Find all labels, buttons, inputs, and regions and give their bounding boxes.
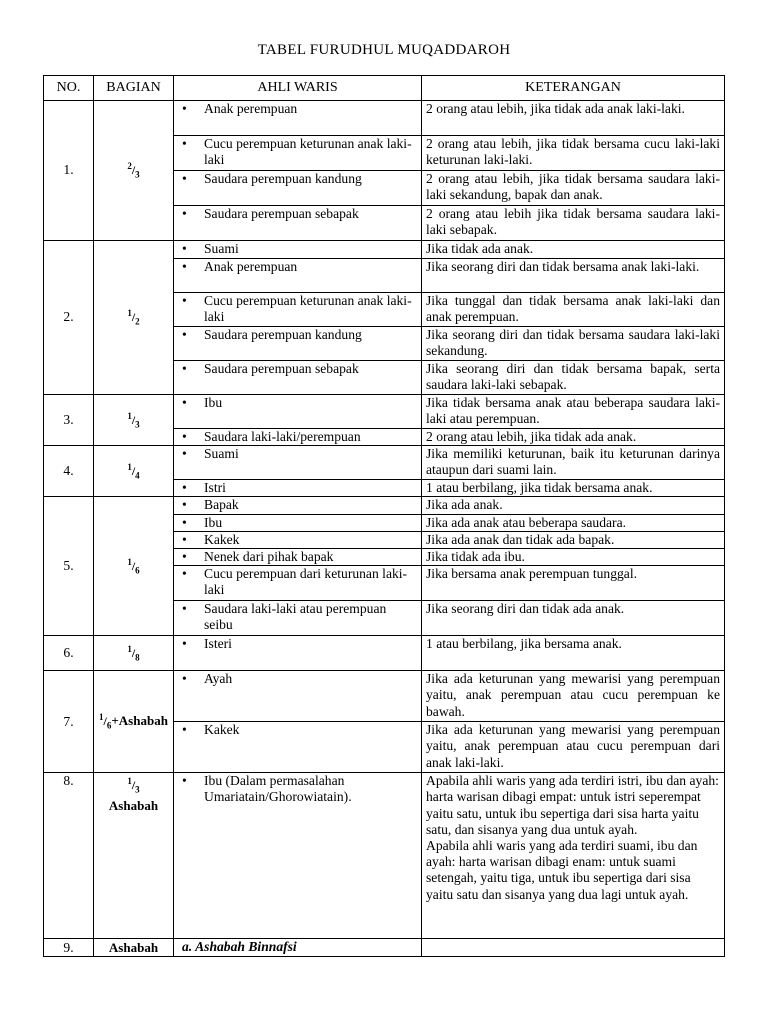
- ahli-waris-cell: [174, 136, 422, 171]
- bullet-icon: •: [182, 722, 187, 738]
- keterangan-cell: [422, 773, 725, 939]
- row-number: 9.: [44, 939, 94, 957]
- keterangan-text: 2 orang atau lebih, jika tidak ada anak laki-laki.: [426, 101, 685, 116]
- keterangan-text: Jika ada anak dan tidak ada bapak.: [426, 531, 615, 547]
- table-row: [44, 241, 725, 259]
- ahli-waris-text: Saudara perempuan kandung: [204, 171, 362, 186]
- keterangan-cell: [422, 241, 725, 259]
- ahli-waris-text: Saudara perempuan sebapak: [204, 361, 359, 376]
- ahli-waris-text: Isteri: [204, 636, 232, 652]
- keterangan-cell: [422, 636, 725, 671]
- keterangan-cell: [422, 671, 725, 722]
- ahli-waris-cell: [174, 549, 422, 566]
- row-number: 7.: [44, 671, 94, 773]
- ahli-waris-text: Nenek dari pihak bapak: [204, 549, 334, 565]
- ahli-waris-text: Suami: [204, 241, 239, 256]
- bullet-icon: •: [182, 497, 187, 513]
- keterangan-text: 1 atau berbilang, jika tidak bersama anak.: [426, 480, 653, 496]
- ahli-waris-cell: [174, 429, 422, 446]
- keterangan-cell: [422, 446, 725, 480]
- ahli-waris-cell: [174, 206, 422, 241]
- bullet-icon: •: [182, 531, 187, 547]
- fraction-numerator: 1: [127, 462, 132, 472]
- ahli-waris-cell: [174, 497, 422, 514]
- bullet-icon: •: [182, 601, 187, 617]
- row-number: 1.: [44, 101, 94, 241]
- bullet-icon: •: [182, 395, 187, 410]
- ahli-waris-cell: [174, 101, 422, 136]
- ahli-waris-cell: [174, 293, 422, 327]
- keterangan-text: Apabila ahli waris yang ada terdiri istri, ibu dan ayah: harta warisan dibagi empat: untuk istri seperempat yaitu satu, untuk ibu sepertiga dari sisa harta yaitu satu, dan sisanya yang dua untuk ayah.: [426, 773, 719, 837]
- fraction-numerator: 2: [127, 161, 132, 172]
- ahli-waris-text: a. Ashabah Binnafsi: [182, 939, 297, 955]
- keterangan-text: Jika ada keturunan yang mewarisi yang perempuan yaitu, anak perempuan atau cucu perempuan ke bawah.: [426, 671, 720, 719]
- keterangan-text: Jika seorang diri dan tidak bersama anak laki-laki.: [426, 259, 700, 274]
- ahli-waris-text: Saudara laki-laki/perempuan: [204, 429, 361, 444]
- table-row: [44, 395, 725, 429]
- ahli-waris-cell: [174, 566, 422, 601]
- furudhul-table: [43, 75, 725, 957]
- keterangan-text: Jika seorang diri dan tidak ada anak.: [426, 601, 625, 617]
- keterangan-cell: [422, 327, 725, 361]
- ahli-waris-text: Ibu: [204, 514, 223, 530]
- ahli-waris-text: Kakek: [204, 722, 240, 738]
- table-row: [44, 671, 725, 722]
- ahli-waris-cell: [174, 327, 422, 361]
- ahli-waris-text: Ayah: [204, 671, 233, 687]
- keterangan-cell: [422, 206, 725, 241]
- ahli-waris-text: Saudara laki-laki atau perempuan seibu: [204, 601, 387, 633]
- ahli-waris-cell: [174, 171, 422, 206]
- keterangan-text: 1 atau berbilang, jika bersama anak.: [426, 636, 622, 652]
- keterangan-cell: [422, 601, 725, 636]
- page-title: TABEL FURUDHUL MUQADDAROH: [257, 42, 511, 58]
- ahli-waris-cell: [174, 722, 422, 773]
- ahli-waris-text: Ibu: [204, 395, 223, 410]
- keterangan-cell: [422, 395, 725, 429]
- keterangan-cell: [422, 549, 725, 566]
- fraction-numerator: 1: [127, 308, 132, 319]
- keterangan-text-2: Apabila ahli waris yang ada terdiri suami, ibu dan ayah: harta warisan dibagi enam: untuk suami setengah, yaitu tiga, untuk ibu sepertiga dari sisa yaitu satu dan sisanya yang dua lagi untuk ayah.: [426, 838, 698, 902]
- keterangan-text: 2 orang atau lebih, jika tidak ada anak.: [426, 429, 637, 444]
- table-row: [44, 101, 725, 136]
- fraction-numerator: 1: [127, 410, 132, 421]
- row-number: 4.: [44, 446, 94, 497]
- ahli-waris-text: Istri: [204, 480, 226, 496]
- keterangan-cell: [422, 361, 725, 395]
- ahli-waris-cell: [174, 446, 422, 480]
- ahli-waris-cell: [174, 259, 422, 293]
- bagian-fraction: $^1/_3$: [94, 395, 174, 446]
- fraction-denominator: 2: [135, 316, 140, 327]
- fraction-denominator: 6: [106, 720, 112, 731]
- bullet-icon: •: [182, 773, 187, 789]
- fraction-numerator: 1: [127, 557, 132, 568]
- bagian-fraction: $^1/_2$: [94, 241, 174, 395]
- keterangan-cell: [422, 136, 725, 171]
- ahli-waris-text: Saudara perempuan kandung: [204, 327, 362, 342]
- bagian-suffix: Ashabah: [108, 797, 159, 813]
- ahli-waris-text: Bapak: [204, 497, 239, 513]
- bagian-fraction: $^1/_3$ Ashabah: [94, 773, 174, 939]
- keterangan-text: Jika tunggal dan tidak bersama anak laki-laki dan anak perempuan.: [426, 293, 720, 325]
- keterangan-cell: [422, 566, 725, 601]
- ahli-waris-text: Kakek: [204, 531, 240, 547]
- fraction-numerator: 1: [127, 776, 132, 787]
- ahli-waris-cell: [174, 939, 422, 957]
- keterangan-text: Jika ada anak.: [426, 497, 503, 513]
- bagian-fraction: $^2/_3$: [94, 101, 174, 241]
- keterangan-text: Jika bersama anak perempuan tunggal.: [426, 566, 638, 582]
- bullet-icon: •: [182, 636, 187, 652]
- keterangan-text: Jika tidak bersama anak atau beberapa saudara laki-laki atau perempuan.: [426, 395, 720, 427]
- bullet-icon: •: [182, 446, 187, 462]
- ahli-waris-text: Saudara perempuan sebapak: [204, 206, 359, 221]
- keterangan-text: Jika seorang diri dan tidak bersama bapak, serta saudara laki-laki sebapak.: [426, 361, 720, 393]
- bullet-icon: •: [182, 293, 187, 308]
- bagian-suffix: +Ashabah: [111, 713, 168, 729]
- bagian-label: Ashabah: [94, 939, 174, 957]
- ahli-waris-cell: [174, 773, 422, 939]
- keterangan-cell: [422, 722, 725, 773]
- bullet-icon: •: [182, 480, 187, 496]
- bullet-icon: •: [182, 327, 187, 342]
- ahli-waris-text: Cucu perempuan keturunan anak laki-laki: [204, 293, 412, 325]
- fraction-denominator: 8: [135, 652, 140, 663]
- bullet-icon: •: [182, 361, 187, 376]
- keterangan-cell: [422, 171, 725, 206]
- table-row: [44, 446, 725, 480]
- fraction-denominator: 4: [135, 470, 140, 481]
- row-number: 6.: [44, 636, 94, 671]
- ahli-waris-text: Suami: [204, 446, 239, 462]
- table-row: [44, 773, 725, 939]
- bullet-icon: •: [182, 429, 187, 444]
- keterangan-text: Jika ada anak atau beberapa saudara.: [426, 514, 627, 530]
- ahli-waris-text: Cucu perempuan dari keturunan laki-laki: [204, 566, 408, 598]
- row-number: 5.: [44, 497, 94, 636]
- fraction-numerator: 1: [99, 712, 104, 723]
- keterangan-text: 2 orang atau lebih, jika tidak bersama cucu laki-laki keturunan laki-laki.: [426, 136, 720, 168]
- bagian-fraction: $^1/_6$: [94, 497, 174, 636]
- bagian-fraction: $^1/_4$: [94, 446, 174, 497]
- bullet-icon: •: [182, 549, 187, 565]
- ahli-waris-cell: [174, 480, 422, 497]
- keterangan-text: 2 orang atau lebih, jika tidak bersama saudara laki-laki sekandung, bapak dan anak.: [426, 171, 720, 203]
- bullet-icon: •: [182, 136, 187, 151]
- bagian-fraction: $^1/_6+Ashabah$: [94, 671, 174, 773]
- fraction-denominator: 3: [135, 419, 140, 430]
- keterangan-cell: [422, 531, 725, 548]
- keterangan-cell: [422, 939, 725, 957]
- ahli-waris-cell: [174, 531, 422, 548]
- keterangan-text: Jika ada keturunan yang mewarisi yang perempuan yaitu, anak perempuan atau cucu perempuan dari anak laki-laki.: [426, 722, 720, 770]
- bullet-icon: •: [182, 566, 187, 582]
- header-keterangan: KETERANGAN: [422, 76, 725, 101]
- ahli-waris-text: Anak perempuan: [204, 101, 298, 116]
- table-row: [44, 939, 725, 957]
- bullet-icon: •: [182, 171, 187, 186]
- keterangan-cell: [422, 480, 725, 497]
- keterangan-text: Jika tidak ada ibu.: [426, 549, 525, 565]
- ahli-waris-cell: [174, 395, 422, 429]
- bullet-icon: •: [182, 671, 187, 687]
- header-bagian: BAGIAN: [94, 76, 174, 101]
- ahli-waris-cell: [174, 514, 422, 531]
- bullet-icon: •: [182, 259, 187, 274]
- keterangan-cell: [422, 514, 725, 531]
- fraction-denominator: 6: [135, 565, 140, 576]
- header-no: NO.: [44, 76, 94, 101]
- row-number: 2.: [44, 241, 94, 395]
- fraction-denominator: 3: [135, 784, 140, 795]
- keterangan-text: 2 orang atau lebih jika tidak bersama saudara laki-laki sebapak.: [426, 206, 720, 238]
- ahli-waris-text: Ibu (Dalam permasalahan Umariatain/Ghorowiatain).: [204, 773, 352, 805]
- ahli-waris-cell: [174, 671, 422, 722]
- keterangan-text: Jika seorang diri dan tidak bersama saudara laki-laki sekandung.: [426, 327, 720, 359]
- fraction-numerator: 1: [127, 643, 132, 654]
- fraction-denominator: 3: [135, 169, 140, 180]
- keterangan-cell: [422, 293, 725, 327]
- keterangan-text: Jika memiliki keturunan, baik itu keturunan darinya ataupun dari suami lain.: [426, 446, 720, 478]
- keterangan-cell: [422, 101, 725, 136]
- header-ahli-waris: AHLI WARIS: [174, 76, 422, 101]
- bullet-icon: •: [182, 514, 187, 530]
- bagian-fraction: $^1/_8$: [94, 636, 174, 671]
- keterangan-cell: [422, 429, 725, 446]
- row-number: 3.: [44, 395, 94, 446]
- row-number: 8.: [44, 773, 94, 939]
- bullet-icon: •: [182, 206, 187, 221]
- ahli-waris-text: Cucu perempuan keturunan anak laki-laki: [204, 136, 412, 168]
- bullet-icon: •: [182, 101, 187, 116]
- ahli-waris-cell: [174, 241, 422, 259]
- ahli-waris-cell: [174, 361, 422, 395]
- ahli-waris-text: Anak perempuan: [204, 259, 298, 274]
- ahli-waris-cell: [174, 601, 422, 636]
- table-row: [44, 497, 725, 514]
- ahli-waris-cell: [174, 636, 422, 671]
- keterangan-cell: [422, 497, 725, 514]
- table-row: [44, 636, 725, 671]
- keterangan-cell: [422, 259, 725, 293]
- bullet-icon: •: [182, 241, 187, 256]
- table-header-row: [44, 76, 725, 101]
- keterangan-text: Jika tidak ada anak.: [426, 241, 534, 256]
